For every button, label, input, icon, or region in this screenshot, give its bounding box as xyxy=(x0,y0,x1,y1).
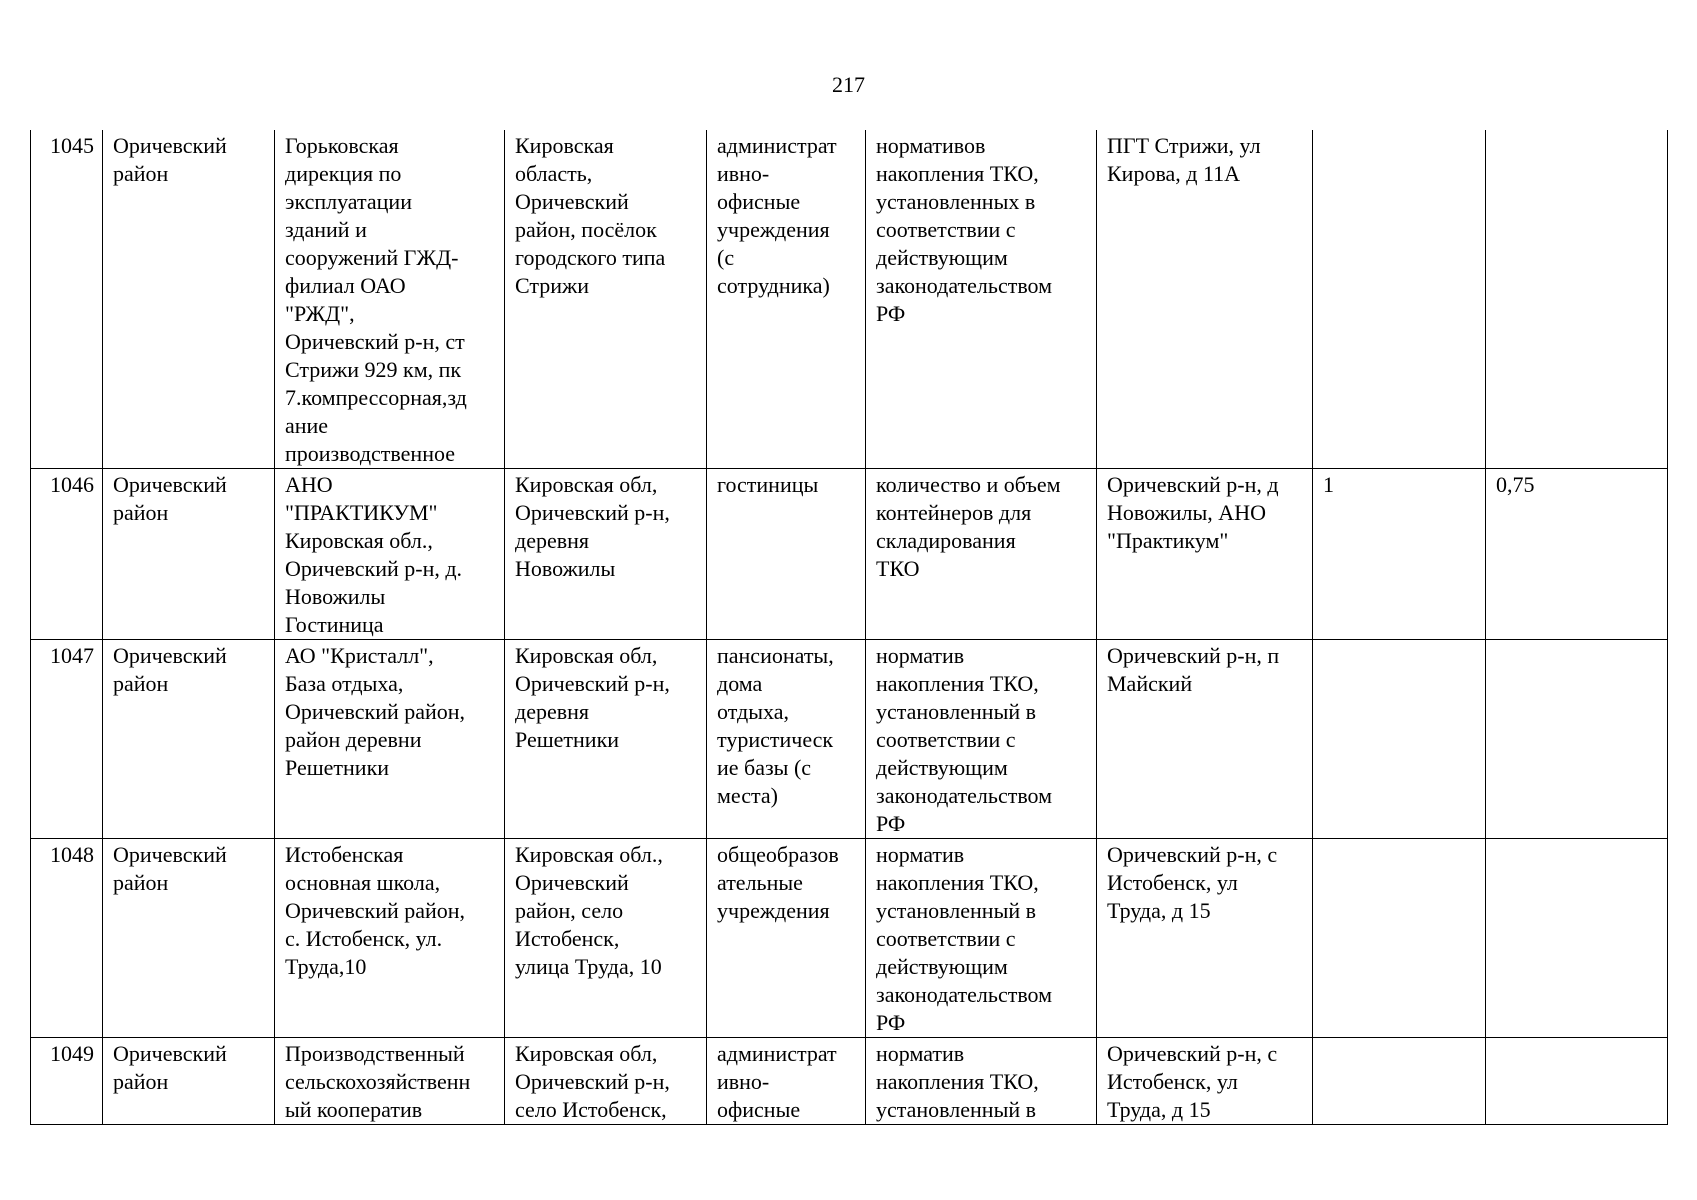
container-count-cell xyxy=(1313,1038,1486,1125)
table-row xyxy=(31,839,1668,1038)
basis-cell: норматив накопления ТКО, установленный в xyxy=(866,1038,1097,1125)
district-cell: Оричевский район xyxy=(103,1038,275,1125)
container-count-cell: 1 xyxy=(1313,469,1486,640)
district-cell: Оричевский район xyxy=(103,839,275,1038)
container-volume-cell xyxy=(1486,839,1668,1038)
organization-cell: Производственный сельскохозяйственн ый кооператив xyxy=(275,1038,505,1125)
container-count-cell xyxy=(1313,640,1486,839)
row-number-cell: 1047 xyxy=(31,640,103,839)
category-cell: пансионаты, дома отдыха, туристическ ие базы (с места) xyxy=(707,640,866,839)
container-volume-cell xyxy=(1486,1038,1668,1125)
district-cell: Оричевский район xyxy=(103,130,275,469)
district-cell: Оричевский район xyxy=(103,469,275,640)
table-row xyxy=(31,130,1668,469)
site-cell: Оричевский р-н, с Истобенск, ул Труда, д 15 xyxy=(1097,1038,1313,1125)
container-volume-cell xyxy=(1486,640,1668,839)
table-row xyxy=(31,640,1668,839)
registry-table xyxy=(30,130,1668,1125)
district-cell: Оричевский район xyxy=(103,640,275,839)
page-number: 217 xyxy=(832,72,865,97)
address-cell: Кировская обл, Оричевский р-н, деревня Новожилы xyxy=(505,469,707,640)
address-cell: Кировская обл, Оричевский р-н, деревня Решетники xyxy=(505,640,707,839)
basis-cell: нормативов накопления ТКО, установленных в соответствии с действующим законодательством РФ xyxy=(866,130,1097,469)
row-number-cell: 1046 xyxy=(31,469,103,640)
row-number-cell: 1048 xyxy=(31,839,103,1038)
table-row xyxy=(31,469,1668,640)
address-cell: Кировская область, Оричевский район, посёлок городского типа Стрижи xyxy=(505,130,707,469)
container-volume-cell xyxy=(1486,130,1668,469)
table-row xyxy=(31,1038,1668,1125)
row-number-cell: 1049 xyxy=(31,1038,103,1125)
category-cell: администрат ивно- офисные xyxy=(707,1038,866,1125)
site-cell: Оричевский р-н, д Новожилы, АНО "Практикум" xyxy=(1097,469,1313,640)
organization-cell: АНО "ПРАКТИКУМ" Кировская обл., Оричевский р-н, д. Новожилы Гостиница xyxy=(275,469,505,640)
category-cell: гостиницы xyxy=(707,469,866,640)
organization-cell: Горьковская дирекция по эксплуатации зданий и сооружений ГЖД- филиал ОАО "РЖД", Оричевский р-н, ст Стрижи 929 км, пк 7.компрессорная,зд ание производственное xyxy=(275,130,505,469)
category-cell: администрат ивно- офисные учреждения (с сотрудника) xyxy=(707,130,866,469)
basis-cell: норматив накопления ТКО, установленный в соответствии с действующим законодательством РФ xyxy=(866,839,1097,1038)
organization-cell: АО "Кристалл", База отдыха, Оричевский район, район деревни Решетники xyxy=(275,640,505,839)
basis-cell: количество и объем контейнеров для складирования ТКО xyxy=(866,469,1097,640)
basis-cell: норматив накопления ТКО, установленный в соответствии с действующим законодательством РФ xyxy=(866,640,1097,839)
site-cell: Оричевский р-н, п Майский xyxy=(1097,640,1313,839)
site-cell: ПГТ Стрижи, ул Кирова, д 11А xyxy=(1097,130,1313,469)
address-cell: Кировская обл, Оричевский р-н, село Истобенск, xyxy=(505,1038,707,1125)
address-cell: Кировская обл., Оричевский район, село Истобенск, улица Труда, 10 xyxy=(505,839,707,1038)
container-count-cell xyxy=(1313,839,1486,1038)
category-cell: общеобразов ательные учреждения xyxy=(707,839,866,1038)
site-cell: Оричевский р-н, с Истобенск, ул Труда, д 15 xyxy=(1097,839,1313,1038)
container-volume-cell: 0,75 xyxy=(1486,469,1668,640)
row-number-cell: 1045 xyxy=(31,130,103,469)
container-count-cell xyxy=(1313,130,1486,469)
organization-cell: Истобенская основная школа, Оричевский район, с. Истобенск, ул. Труда,10 xyxy=(275,839,505,1038)
